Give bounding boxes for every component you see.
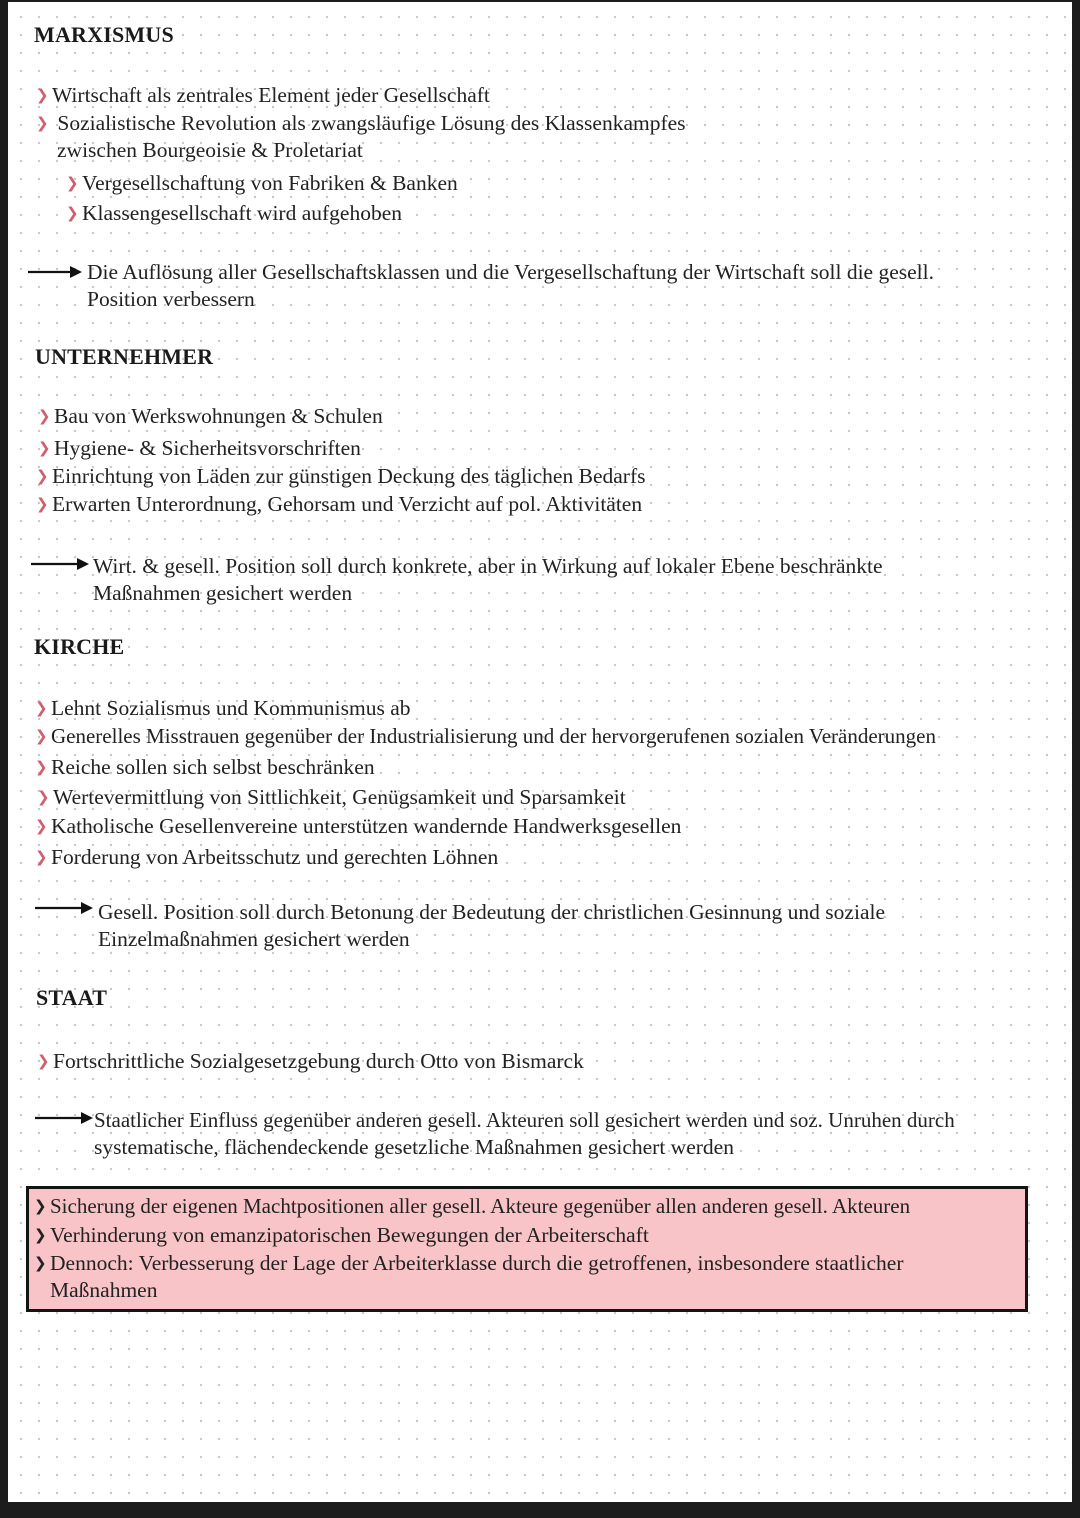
- chevron-right-icon: ❯: [36, 86, 49, 104]
- conclusion-line: Staatlicher Einfluss gegenüber anderen gesell. Akteuren soll gesichert werden und soz. Unruhen durch: [94, 1108, 955, 1132]
- sub-list-item: ❯ Klassengesellschaft wird aufgehoben: [66, 201, 403, 225]
- chevron-right-icon: ❯: [36, 114, 49, 132]
- chevron-right-icon: ❯: [35, 758, 48, 776]
- section-title-unternehmer: UNTERNEHMER: [35, 344, 214, 369]
- list-item: ❯ Katholische Gesellenvereine unterstützen wandernde Handwerksgesellen: [35, 814, 682, 838]
- list-item: ❯ Lehnt Sozialismus und Kommunismus ab: [35, 696, 411, 720]
- list-item: ❯ Forderung von Arbeitsschutz und gerechten Löhnen: [35, 845, 499, 869]
- sub-list-item: ❯ Vergesellschaftung von Fabriken & Banken: [66, 171, 458, 195]
- chevron-right-icon: ❯: [37, 788, 50, 806]
- chevron-right-icon: ❯: [34, 1197, 47, 1215]
- list-item: ❯ Wertevermittlung von Sittlichkeit, Genügsamkeit und Sparsamkeit: [37, 785, 626, 809]
- conclusion-line: Einzelmaßnahmen gesichert werden: [98, 927, 410, 951]
- arrow-right-icon: [33, 900, 95, 916]
- chevron-right-icon: ❯: [35, 817, 48, 835]
- conclusion-line: Die Auflösung aller Gesellschaftsklassen und die Vergesellschaftung der Wirtschaft soll die gesell.: [87, 260, 934, 284]
- chevron-right-icon: ❯: [35, 727, 48, 745]
- conclusion-line: systematische, flächendeckende gesetzliche Maßnahmen gesichert werden: [94, 1135, 734, 1159]
- chevron-right-icon: ❯: [66, 204, 79, 222]
- section-title-kirche: KIRCHE: [34, 634, 125, 659]
- summary-item: ❯ Dennoch: Verbesserung der Lage der Arbeiterklasse durch die getroffenen, insbesondere staatlicher: [34, 1251, 904, 1275]
- chevron-right-icon: ❯: [37, 1052, 50, 1070]
- list-item: ❯ Wirtschaft als zentrales Element jeder Gesellschaft: [36, 83, 490, 107]
- list-item: ❯ Hygiene- & Sicherheitsvorschriften: [38, 436, 361, 460]
- conclusion-line: Maßnahmen gesichert werden: [93, 581, 353, 605]
- chevron-right-icon: ❯: [38, 407, 51, 425]
- chevron-right-icon: ❯: [38, 439, 51, 457]
- summary-item-continuation: Maßnahmen: [50, 1278, 158, 1302]
- chevron-right-icon: ❯: [36, 467, 49, 485]
- chevron-right-icon: ❯: [36, 495, 49, 513]
- arrow-right-icon: [26, 264, 84, 280]
- chevron-right-icon: ❯: [34, 1226, 47, 1244]
- list-item: ❯ Bau von Werkswohnungen & Schulen: [38, 404, 383, 428]
- summary-box: [26, 1186, 1028, 1312]
- list-item: ❯ Sozialistische Revolution als zwangsläufige Lösung des Klassenkampfes: [36, 111, 686, 135]
- chevron-right-icon: ❯: [35, 848, 48, 866]
- arrow-right-icon: [33, 1110, 95, 1126]
- list-item: ❯ Einrichtung von Läden zur günstigen Deckung des täglichen Bedarfs: [36, 464, 646, 488]
- arrow-right-icon: [29, 556, 91, 572]
- section-title-marxismus: MARXISMUS: [34, 22, 174, 47]
- chevron-right-icon: ❯: [34, 1254, 47, 1272]
- chevron-right-icon: ❯: [35, 699, 48, 717]
- list-item-continuation: zwischen Bourgeoisie & Proletariat: [57, 138, 363, 162]
- section-title-staat: STAAT: [36, 985, 108, 1010]
- list-item: ❯ Fortschrittliche Sozialgesetzgebung durch Otto von Bismarck: [37, 1049, 584, 1073]
- list-item: ❯ Erwarten Unterordnung, Gehorsam und Verzicht auf pol. Aktivitäten: [36, 492, 643, 516]
- chevron-right-icon: ❯: [66, 174, 79, 192]
- conclusion-line: Position verbessern: [87, 287, 255, 311]
- summary-item: ❯ Verhinderung von emanzipatorischen Bewegungen der Arbeiterschaft: [34, 1223, 649, 1247]
- notes-page: [8, 2, 1072, 1502]
- summary-item: ❯ Sicherung der eigenen Machtpositionen aller gesell. Akteure gegenüber allen anderen gesell. Akteuren: [34, 1194, 911, 1218]
- conclusion-line: Gesell. Position soll durch Betonung der Bedeutung der christlichen Gesinnung und soziale: [98, 900, 885, 924]
- list-item: ❯ Generelles Misstrauen gegenüber der Industrialisierung und der hervorgerufenen sozialen Veränderungen: [35, 724, 936, 748]
- conclusion-line: Wirt. & gesell. Position soll durch konkrete, aber in Wirkung auf lokaler Ebene beschränkte: [93, 554, 883, 578]
- list-item: ❯ Reiche sollen sich selbst beschränken: [35, 755, 375, 779]
